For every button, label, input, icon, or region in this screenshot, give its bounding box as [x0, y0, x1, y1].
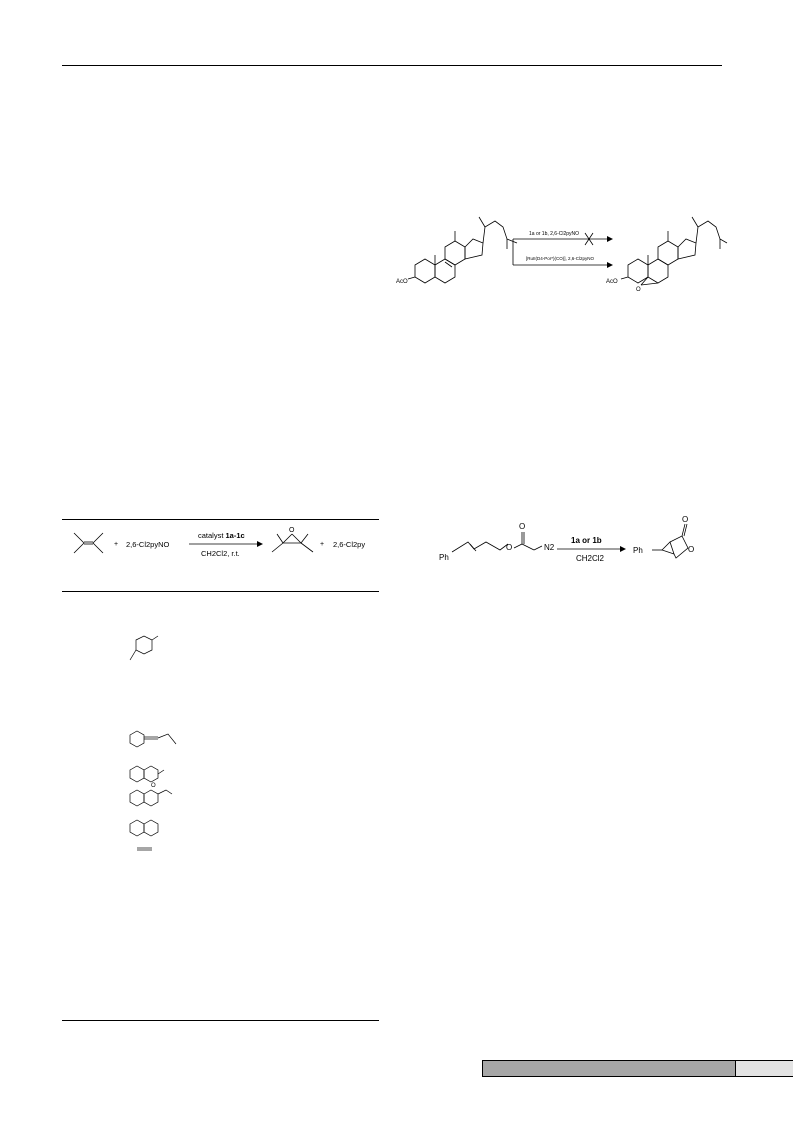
table-epoxide-o: O [289, 527, 295, 534]
steroid-ring-c [445, 241, 465, 265]
substrate-ph-label: Ph [439, 553, 449, 562]
substrate-ring-o: O [151, 783, 156, 789]
steroid-ring-d [465, 239, 483, 259]
alkene-epoxidation-scheme [62, 522, 379, 588]
product-carbonyl-o: O [682, 515, 689, 524]
cyclopropanation-scheme [430, 512, 720, 574]
lactone-solvent-label: CH2Cl2 [576, 554, 605, 563]
product-ring-c [658, 241, 678, 265]
product-ring-d [678, 239, 696, 259]
conditions-label: CH2Cl2, r.t. [201, 549, 240, 558]
substrate-ring-2 [130, 731, 144, 747]
steroid-ring-a [415, 259, 435, 283]
product-cyclopropane [662, 542, 674, 554]
product-ph-label: Ph [633, 546, 643, 555]
catalyst-ids: 1a-1c [225, 531, 245, 540]
table-arrow-head [257, 541, 263, 547]
catalyst-label: catalyst [198, 531, 226, 540]
header-rule [62, 65, 722, 66]
catalyst-text [198, 531, 245, 540]
substrate-ring-3a [130, 766, 144, 782]
plus-sign-2: + [320, 541, 325, 548]
substrate-ring-4b [144, 790, 158, 806]
substrate-chain [452, 542, 508, 552]
substrate-ring-4a [130, 790, 144, 806]
substrate-structures [122, 630, 192, 860]
carbonyl-o-label: O [519, 522, 526, 531]
substrate-ring-5b [144, 820, 158, 836]
steroid-arrow-head-bottom [607, 262, 613, 268]
table-bottom-rule [62, 1020, 379, 1021]
lactone-arrow-head [620, 546, 626, 552]
table-top-rule [62, 519, 379, 520]
substrate-ring-5a [130, 820, 144, 836]
product-ring-o: O [688, 545, 695, 554]
steroid-arrow-head-top [607, 236, 613, 242]
steroid-reagents-top: 1a or 1b, 2,6-Cl2pyNO [529, 231, 580, 237]
footer-bar [482, 1060, 736, 1077]
oxidant-label: 2,6-Cl2pyNO [126, 540, 170, 549]
product-ring-b [648, 259, 668, 283]
lactone-catalyst-label: 1a or 1b [571, 536, 602, 545]
footer-page-box [736, 1060, 793, 1077]
product-ring-a [628, 259, 648, 283]
ester-o-label: O [506, 543, 513, 552]
steroid-reagents-bottom: [RuII(D4-Por*)(CO)], 2,6-Cl2pyNO [526, 256, 595, 261]
steroid-ring-b [435, 259, 455, 283]
substrate-ring-1 [136, 636, 152, 654]
substrate-ring-3b [144, 766, 158, 782]
plus-sign-1: + [114, 541, 119, 548]
steroid-substituent-right: AcO [606, 279, 618, 285]
table-scheme-rule [62, 591, 379, 592]
steroid-scheme [395, 205, 730, 305]
steroid-substituent-left: AcO [396, 279, 408, 285]
steroid-epoxide-o: O [636, 287, 641, 293]
byproduct-label: 2,6-Cl2py [333, 540, 366, 549]
diazo-label: N2 [544, 543, 555, 552]
